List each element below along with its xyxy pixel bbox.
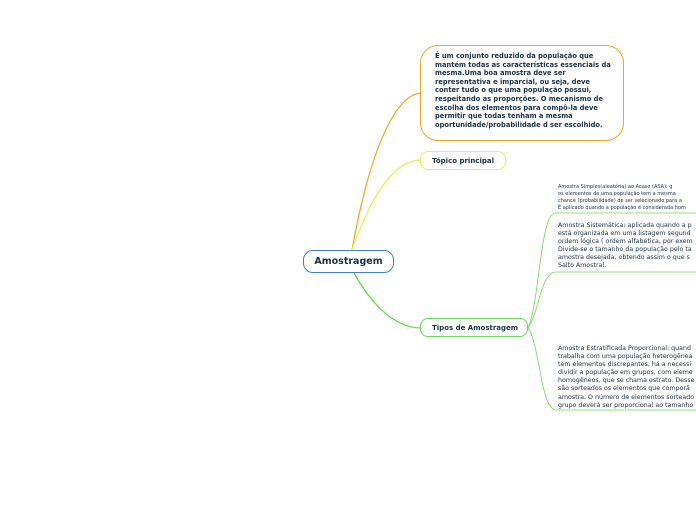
central-topic-amostragem[interactable] bbox=[303, 250, 394, 273]
definition-text: É um conjunto reduzido da população que mantém todas as características essenciais da mesma.Uma boa amostra deve ser representativa e imparcial, ou seja, deve conter tudo o que uma população possui, respeitando as proporções. O mecanismo de escolha dos elementos para compô-la deve permitir que todas tenham a mesma oportunidade/probabilidade d ser escolhido. bbox=[435, 52, 611, 129]
sub-branch-estratificada bbox=[528, 328, 555, 410]
branch-tipos bbox=[354, 273, 421, 328]
leaf-amostra-estratificada[interactable]: Amostra Estratificada Proporcional: quand trabalha com uma população heterogênea tem elementos discrepantes, há a necessi dividir a população em grupos, com eleme homogêneos, que se chama estrato. Desse são sorteados os elementos que comporã amostra. O número de elementos sorteado grupo deverá ser proporcional ao tamanho bbox=[558, 345, 695, 409]
leaf-amostra-sistematica[interactable]: Amostra Sistemática: aplicada quando a p está organizada em uma listagem segund ordem lógica ( ordem alfabética, por exem Divide-se o tamanho da população pelo ta amostra desejada, obtendo assim o que s Salto Amostral. bbox=[558, 222, 693, 270]
sub-branch-simples bbox=[528, 213, 555, 328]
topico-principal-label: Tópico principal bbox=[432, 156, 494, 165]
topico-principal-node[interactable] bbox=[420, 151, 506, 170]
tipos-amostragem-label: Tipos de Amostragem bbox=[432, 323, 519, 332]
branch-topico bbox=[352, 160, 421, 250]
leaf-amostra-simples[interactable]: Amostra Simples(aleatória) ao Acaso (ASA): q os elementos de uma população tem a mesma chance (probabilidade) de ser selecionado para a É aplicado quando a população é considerada hom bbox=[558, 184, 686, 211]
branch-definition bbox=[352, 93, 421, 250]
tipos-amostragem-node[interactable] bbox=[420, 318, 528, 337]
central-topic-label: Amostragem bbox=[314, 256, 383, 267]
sub-branch-sistematica bbox=[528, 272, 555, 328]
definition-node[interactable] bbox=[420, 45, 624, 141]
